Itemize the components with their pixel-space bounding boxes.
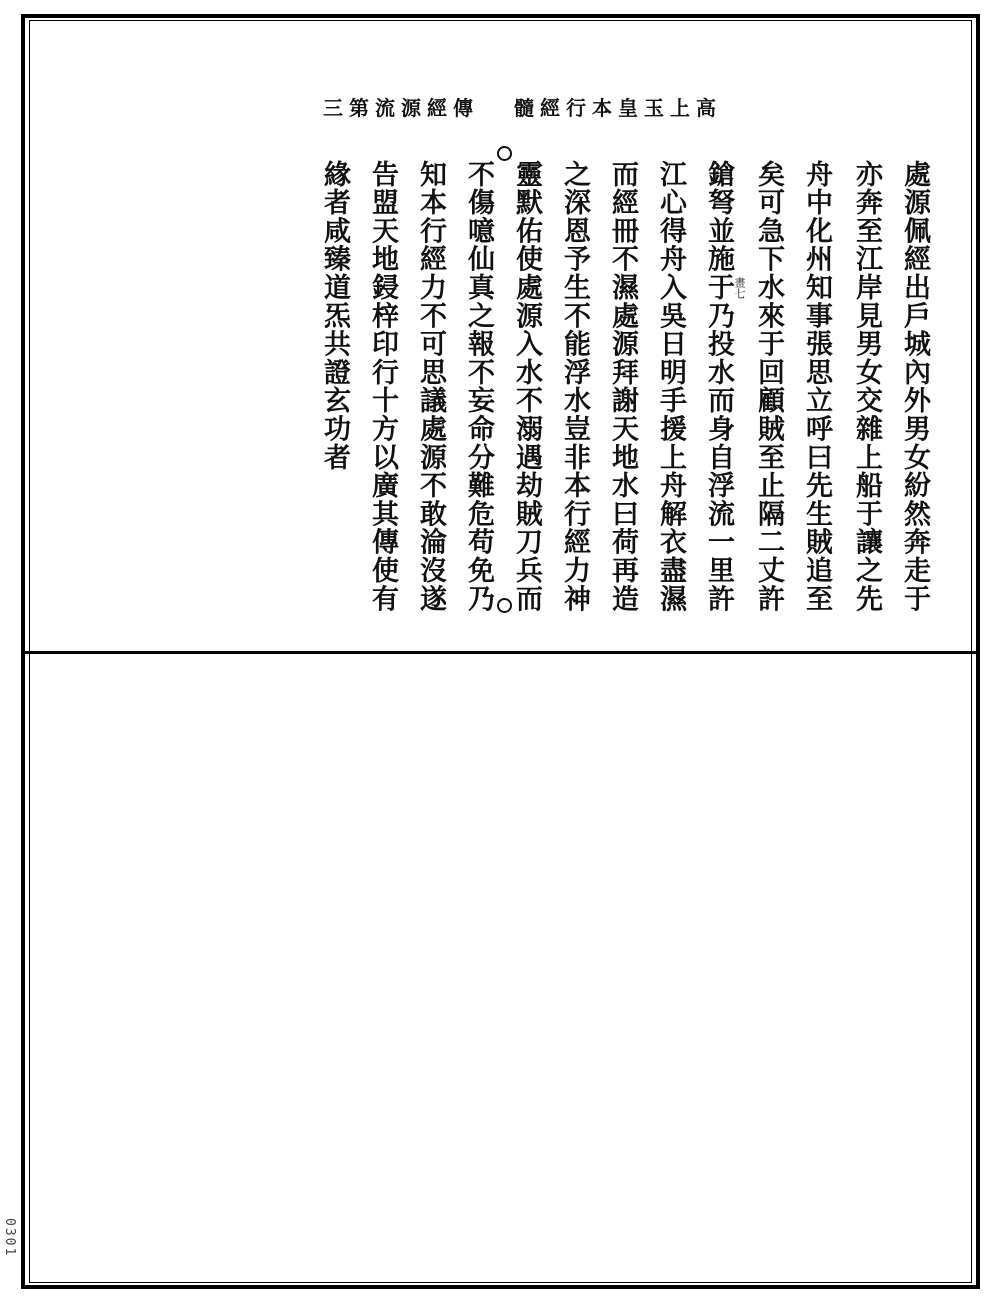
page-number: 0301	[2, 1218, 17, 1258]
text-column: 鎗弩並施于乃投水而身自浮流一里許	[703, 160, 734, 613]
text-column: 靈默佑使處源入水不溺遇劫賊刀兵而	[511, 160, 542, 613]
text-column: 之深恩予生不能浮水豈非本行經力神	[559, 160, 590, 613]
text-column: 亦奔至江岸見男女交雜上船于讓之先	[851, 160, 882, 613]
text-column: 江心得舟入吳日明手援上舟解衣盡濕	[655, 160, 686, 613]
text-column: 緣者咸臻道炁共證玄功者	[319, 160, 350, 472]
text-column: 知本行經力不可思議處源不敢淪沒遂	[415, 160, 446, 613]
text-column: 矣可急下水來于回顧賊至止隔二丈許	[753, 160, 784, 613]
text-column: 處源佩經出戶城內外男女紛然奔走于	[899, 160, 930, 613]
text-column: 舟中化州知事張思立呼曰先生賊追至	[801, 160, 832, 613]
section-marker-circle	[497, 146, 512, 161]
page-divider	[23, 651, 978, 654]
text-column: 而經冊不濕處源拜謝天地水曰荷再造	[607, 160, 638, 613]
section-marker-circle	[497, 598, 512, 613]
text-column: 不傷噫仙真之報不妄命分難危苟免乃	[463, 160, 494, 613]
collation-note: 畫七	[733, 277, 746, 299]
header-book-title: 髓經行本皇玉上高	[514, 96, 722, 120]
text-column: 告盟天地鋟梓印行十方以廣其傳使有	[367, 160, 398, 613]
header-section-title: 三第流源經傳	[323, 96, 479, 120]
